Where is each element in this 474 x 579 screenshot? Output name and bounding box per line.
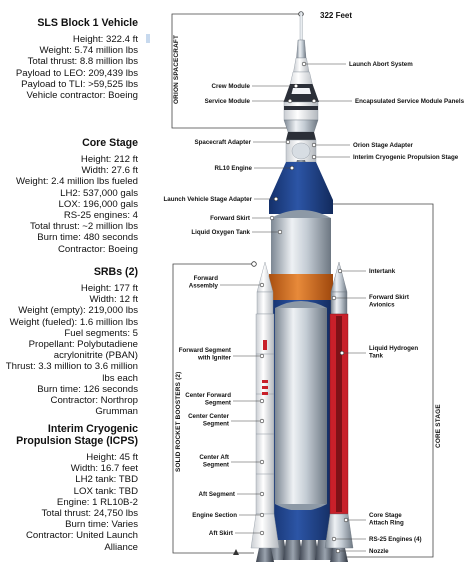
label-center-center-l2: Segment	[202, 420, 229, 428]
spec-sls-line: Payload to TLI: >59,525 lbs	[21, 78, 138, 90]
spec-icps-line: Burn time: Varies	[65, 519, 138, 531]
spec-icps	[16, 423, 138, 553]
right-srb-propellant-core	[336, 316, 342, 512]
service-module-band	[284, 106, 318, 110]
service-module	[284, 102, 318, 120]
spec-core-line: Burn time: 480 seconds	[37, 232, 138, 244]
label-rl10-engine: RL10 Engine	[214, 165, 252, 172]
left-srb-aft-skirt	[251, 514, 279, 548]
spec-srb-line: Grumman	[95, 406, 138, 418]
orion-bracket	[172, 14, 301, 128]
spec-srb-line: Width: 12 ft	[89, 294, 138, 306]
lox-tank	[271, 218, 331, 274]
label-icps: Interim Cryogenic Propulsion Stage	[353, 154, 459, 161]
spec-srb-line: acrylonitrite (PBAN)	[53, 350, 138, 362]
label-center-aft-l1: Center Aft	[199, 454, 229, 461]
height-label: 322 Feet	[320, 11, 353, 20]
label-esmp: Encapsulated Service Module Panels	[355, 98, 465, 105]
spec-icps-line: LOX tank: TBD	[73, 485, 138, 497]
spec-sls-line: Weight: 5.74 million lbs	[39, 45, 138, 57]
spec-srb-line: Burn time: 126 seconds	[37, 383, 138, 395]
label-center-aft	[199, 454, 229, 469]
spec-srb-line: Height: 177 ft	[80, 283, 138, 294]
label-fsa-l1: Forward Skirt	[369, 294, 409, 301]
icps-tank	[292, 143, 310, 159]
spec-sls-line: Payload to LEO: 209,439 lbs	[15, 67, 138, 79]
spec-srb-line: Weight (empty): 219,000 lbs	[18, 305, 138, 317]
lh2-tank	[275, 308, 327, 504]
spec-sls-title: SLS Block 1 Vehicle	[37, 17, 138, 29]
spec-icps-line: Total thrust: 24,750 lbs	[41, 508, 138, 520]
spec-core-line: Width: 27.6 ft	[81, 165, 138, 177]
spec-core-line: Contractor: Boeing	[58, 243, 138, 255]
spec-sls-line: Total thrust: 8.8 million lbs	[27, 56, 138, 68]
right-srb-nose	[331, 262, 347, 292]
spec-core	[16, 137, 138, 255]
label-fsa	[369, 294, 409, 309]
label-forward-assembly-l1: Forward	[193, 275, 218, 282]
spec-srb-line: Fuel segments: 5	[64, 327, 138, 339]
intertank	[269, 274, 333, 300]
spec-srb	[6, 266, 138, 417]
label-forward-segment-l2: with Igniter	[198, 354, 231, 362]
right-srb-forward-assembly	[331, 292, 347, 314]
spec-core-title: Core Stage	[82, 137, 138, 149]
abort-tower-tip	[300, 12, 302, 40]
label-center-aft-l2: Segment	[202, 461, 229, 469]
spec-icps-title: Interim Cryogenic Propulsion Stage (ICPS)	[16, 423, 138, 447]
spec-srb-line: Weight (fueled): 1.6 million lbs	[9, 316, 138, 328]
spec-srb-line: Thrust: 3.3 million to 3.6 million	[5, 361, 138, 373]
rocket	[233, 12, 353, 562]
label-forward-segment-l1: Forward Segment	[178, 347, 231, 354]
label-attach-ring-l2: Attach Ring	[369, 519, 404, 527]
spec-srb-line: Propellant: Polybutadiene	[28, 339, 138, 351]
left-srb-nozzle	[256, 548, 274, 562]
label-spacecraft-adapter: Spacecraft Adapter	[194, 139, 251, 146]
label-forward-skirt: Forward Skirt	[210, 215, 250, 222]
label-lvsa: Launch Vehicle Stage Adapter	[163, 196, 252, 203]
label-forward-assembly-l2: Assembly	[188, 282, 218, 290]
label-lh2-l2: Tank	[369, 352, 383, 360]
spec-sls-line: Vehicle contractor: Boeing	[26, 90, 138, 102]
spacecraft-adapter	[284, 120, 318, 132]
label-nozzle: Nozzle	[369, 548, 389, 555]
spec-core-line: LOX: 196,000 gals	[58, 198, 138, 210]
label-center-forward	[185, 392, 231, 407]
label-aft-segment: Aft Segment	[198, 491, 235, 498]
label-forward-segment	[179, 347, 232, 362]
label-osa: Orion Stage Adapter	[353, 142, 413, 149]
spec-core-line: Weight: 2.4 million lbs fueled	[16, 176, 138, 188]
spec-icps-line: Engine: 1 RL10B-2	[56, 496, 138, 508]
label-center-center-l1: Center Center	[188, 413, 229, 420]
spec-srb-line: lbs each	[102, 372, 138, 384]
spec-icps-line: Height: 45 ft	[86, 452, 138, 463]
label-lox-tank: Liquid Oxygen Tank	[191, 229, 250, 236]
spec-srb-line: Contractor: Northrop	[50, 395, 138, 407]
spec-core-line: LH2: 537,000 gals	[60, 187, 138, 199]
spec-icps-line: LH2 tank: TBD	[75, 474, 138, 486]
label-lh2	[369, 345, 418, 360]
core-bracket-label: CORE STAGE	[435, 404, 442, 448]
spec-icps-line: Width: 16.7 feet	[70, 463, 138, 475]
spec-core-line: RS-25 engines: 4	[63, 210, 138, 222]
label-intertank: Intertank	[369, 268, 396, 275]
spec-icps-line: Alliance	[104, 541, 138, 553]
abort-tower-upper	[297, 40, 307, 58]
label-attach-ring	[369, 512, 404, 527]
label-lh2-l1: Liquid Hydrogen	[369, 345, 419, 352]
label-attach-ring-l1: Core Stage	[369, 512, 402, 519]
spec-core-line: Height: 212 ft	[80, 154, 138, 165]
label-center-center	[188, 413, 230, 428]
abort-tower-mid	[294, 58, 310, 72]
label-fsa-l2: Avionics	[369, 301, 395, 309]
label-center-forward-l2: Segment	[204, 399, 231, 407]
spec-srb-title: SRBs (2)	[93, 266, 138, 278]
right-srb-aft-skirt	[325, 514, 353, 548]
spec-core-line: Total thrust: ~2 million lbs	[30, 221, 138, 233]
base-marker	[233, 549, 239, 555]
spec-icps-line: Contractor: United Launch	[26, 530, 138, 542]
label-crew-module: Crew Module	[211, 83, 250, 90]
spec-sls-line: Height: 322.4 ft	[72, 34, 138, 45]
srb-bracket-dot-top	[252, 262, 257, 267]
label-forward-assembly	[189, 275, 219, 290]
label-service-module: Service Module	[204, 98, 250, 105]
left-srb-forward-assembly	[257, 292, 273, 314]
label-engine-section: Engine Section	[192, 512, 237, 519]
label-aft-skirt: Aft Skirt	[208, 530, 233, 537]
srb-bracket-label: SOLID ROCKET BOOSTERS (2)	[175, 371, 182, 472]
orion-bracket-label: ORION SPACECRAFT	[173, 34, 180, 104]
spec-sls	[16, 17, 138, 101]
label-rs25: RS-25 Engines (4)	[369, 536, 422, 543]
label-center-forward-l1: Center Forward	[185, 392, 231, 399]
orion-stage-adapter	[286, 132, 316, 140]
crew-module-window	[292, 88, 312, 94]
title-marker	[146, 34, 150, 43]
label-las: Launch Abort System	[349, 61, 413, 68]
srb-bracket	[173, 264, 254, 553]
